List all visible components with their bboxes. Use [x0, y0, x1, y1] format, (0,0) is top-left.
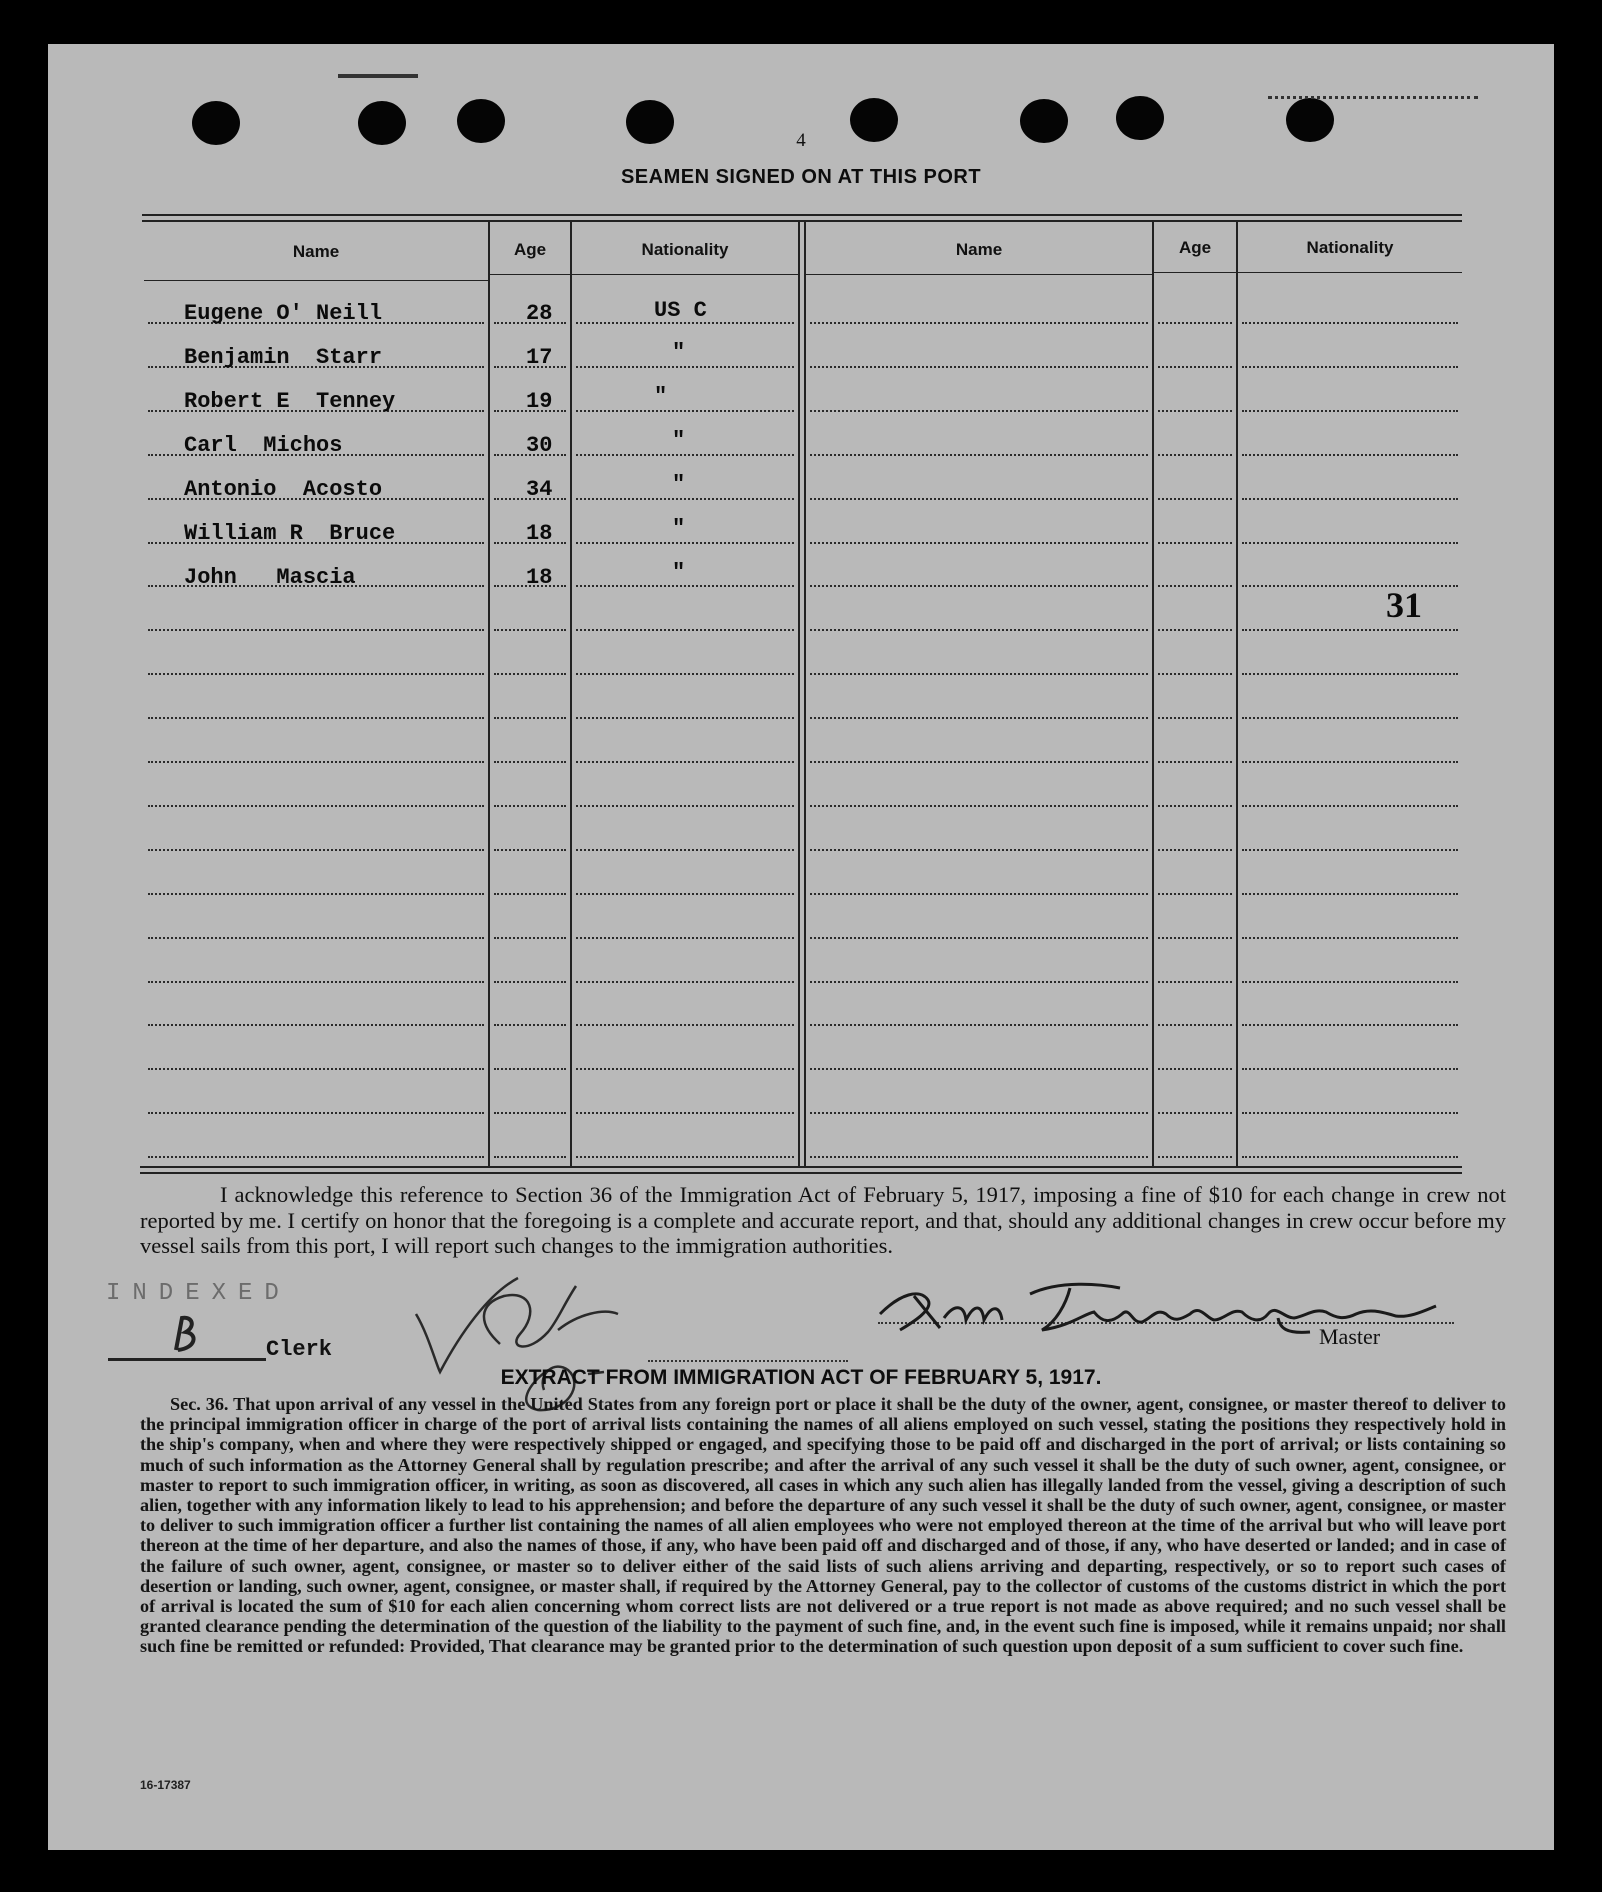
row-line — [1242, 805, 1458, 807]
row-line — [494, 1068, 566, 1070]
row-line — [148, 805, 484, 807]
crew-nationality: US C — [654, 298, 707, 323]
row-line — [1158, 761, 1232, 763]
row-line — [1242, 585, 1458, 587]
table-top-rule — [142, 214, 1462, 216]
form-code: 16-17387 — [140, 1778, 191, 1792]
row-line — [1242, 1156, 1458, 1158]
row-line — [576, 673, 794, 675]
row-line — [1158, 981, 1232, 983]
row-line — [576, 981, 794, 983]
row-line — [1242, 1068, 1458, 1070]
row-line — [810, 673, 1148, 675]
form-title: SEAMEN SIGNED ON AT THIS PORT — [620, 166, 982, 188]
row-line — [1242, 498, 1458, 500]
row-line — [148, 761, 484, 763]
row-line — [576, 454, 794, 456]
header-underline — [572, 274, 798, 275]
crew-age: 18 — [526, 521, 553, 546]
row-line — [1158, 498, 1232, 500]
row-line — [810, 1156, 1148, 1158]
crew-nationality: " — [672, 560, 686, 585]
row-line — [576, 629, 794, 631]
column-divider — [488, 222, 490, 1166]
row-line — [1242, 761, 1458, 763]
row-line — [810, 322, 1148, 324]
row-line — [494, 893, 566, 895]
row-line — [576, 937, 794, 939]
row-line — [494, 805, 566, 807]
row-line — [1158, 717, 1232, 719]
statute-text: Sec. 36. That upon arrival of any vessel in the United States from any foreign port or place it shall be the duty of the owner, agent, consignee, or master thereof to deliver to the principal immigration officer in charge of the port of arrival lists containing the names of all aliens employed on such vessel, stating the positions they respectively hold in the ship's company, when and where they were respectively shipped or engaged, and specifying those to be paid off and discharged in the port of arrival; or lists containing so much of such information as the Attorney General shall by regulation prescribe; and after the arrival of any such vessel it shall be the duty of such owner, agent, consignee, or master to report to such immigration officer, in writing, as soon as discovered, all cases in which any such alien has illegally landed from the vessel, giving a description of such alien, together with any information likely to lead to his apprehension; and before the departure of any such vessel it shall be the duty of such owner, agent, consignee, or master to deliver to such immigration officer a further list containing the names of all alien employees who were not employed thereon at the time of the arrival but who will leave port thereon at the time of her departure, and also the names of those, if any, who have been paid off and discharged and of those, if any, who have deserted or landed; and in case of the failure of such owner, agent, consignee, or master so to deliver either of the said lists of such aliens arriving and departing, respectively, or so to report such cases of desertion or landing, such owner, agent, consignee, or master shall, if required by the Attorney General, pay to the collector of customs of the customs district in which the port of arrival is located the sum of $10 for each alien concerning whom correct lists are not delivered or a true report is not made as above required; and no such vessel shall be granted clearance pending the determination of the question of the liability to the payment of such fine, and, in the event such fine is imposed, while it remains unpaid; nor shall such fine be remitted or refunded: Provided, That clearance may be granted prior to the determination of such question upon deposit of a sum sufficient to cover such fine. — [140, 1394, 1506, 1657]
crew-name: Robert E Tenney — [184, 389, 396, 414]
row-line — [494, 761, 566, 763]
row-line — [494, 1156, 566, 1158]
row-line — [148, 629, 484, 631]
row-line — [576, 366, 794, 368]
row-line — [494, 849, 566, 851]
row-line — [1158, 585, 1232, 587]
row-line — [810, 454, 1148, 456]
row-line — [810, 893, 1148, 895]
row-line — [1158, 1068, 1232, 1070]
row-line — [576, 1112, 794, 1114]
row-line — [494, 717, 566, 719]
acknowledgment-paragraph — [140, 1182, 1506, 1259]
crew-name: John Mascia — [184, 565, 356, 590]
row-line — [1158, 673, 1232, 675]
crew-name: Benjamin Starr — [184, 345, 383, 370]
row-line — [1242, 366, 1458, 368]
row-line — [810, 542, 1148, 544]
column-divider — [1236, 222, 1238, 1166]
crew-nationality: " — [672, 516, 686, 541]
row-line — [148, 717, 484, 719]
row-line — [148, 849, 484, 851]
manifest-page — [48, 44, 1554, 1850]
row-line — [1242, 629, 1458, 631]
column-divider — [570, 222, 572, 1166]
row-line — [1158, 849, 1232, 851]
ink-smudge — [338, 74, 418, 78]
page-number: 4 — [796, 130, 806, 151]
row-line — [148, 1112, 484, 1114]
row-line — [148, 673, 484, 675]
column-header-age: Age — [1178, 238, 1212, 257]
row-line — [810, 761, 1148, 763]
row-line — [810, 937, 1148, 939]
acknowledgment-text: I acknowledge this reference to Section 36 of the Immigration Act of February 5, 1917, imposing a fine of $10 for each change in crew not reported by me. I certify on honor that the foregoing is a complete and accurate report, and that, should any additional changes in crew occur before my vessel sails from this port, I will report such changes to the immigration authorities. — [140, 1182, 1506, 1258]
row-line — [1158, 1024, 1232, 1026]
column-header-age: Age — [513, 240, 547, 259]
indexed-stamp: INDEXED — [106, 1280, 291, 1307]
row-line — [1242, 849, 1458, 851]
crew-nationality: " — [672, 472, 686, 497]
row-line — [494, 1112, 566, 1114]
row-line — [576, 1024, 794, 1026]
crew-name: Carl Michos — [184, 433, 343, 458]
table-top-rule — [142, 220, 1462, 222]
row-line — [148, 1156, 484, 1158]
crew-name: Antonio Acosto — [184, 477, 383, 502]
row-line — [1242, 1024, 1458, 1026]
column-divider — [1152, 222, 1154, 1166]
row-line — [810, 981, 1148, 983]
row-line — [576, 542, 794, 544]
row-line — [576, 805, 794, 807]
column-header-name: Name — [955, 240, 1003, 259]
row-line — [1242, 542, 1458, 544]
row-line — [1242, 322, 1458, 324]
row-line — [148, 937, 484, 939]
crew-age: 30 — [526, 433, 553, 458]
row-line — [1242, 717, 1458, 719]
row-line — [148, 981, 484, 983]
row-line — [810, 849, 1148, 851]
row-line — [810, 1024, 1148, 1026]
crew-name: William R Bruce — [184, 521, 396, 546]
row-line — [1242, 937, 1458, 939]
margin-total-number: 31 — [1386, 585, 1422, 625]
row-line — [576, 1068, 794, 1070]
row-line — [494, 981, 566, 983]
column-divider — [798, 222, 800, 1166]
row-line — [576, 893, 794, 895]
header-underline — [490, 274, 570, 275]
row-line — [1242, 1112, 1458, 1114]
master-label: Master — [1319, 1324, 1381, 1349]
row-line — [810, 805, 1148, 807]
crew-age: 19 — [526, 389, 553, 414]
signature-line — [648, 1360, 848, 1362]
row-line — [576, 761, 794, 763]
row-line — [576, 585, 794, 587]
row-line — [1158, 1156, 1232, 1158]
row-line — [494, 673, 566, 675]
row-line — [494, 1024, 566, 1026]
crew-nationality: " — [672, 428, 686, 453]
row-line — [1242, 454, 1458, 456]
crew-nationality: " — [672, 340, 686, 365]
crew-age: 17 — [526, 345, 553, 370]
row-line — [1242, 410, 1458, 412]
row-line — [810, 585, 1148, 587]
row-line — [1158, 366, 1232, 368]
header-underline — [1238, 272, 1462, 273]
table-bottom-rule — [140, 1166, 1462, 1168]
row-line — [1158, 629, 1232, 631]
row-line — [1242, 981, 1458, 983]
crew-age: 18 — [526, 565, 553, 590]
row-line — [1158, 454, 1232, 456]
column-header-nationality: Nationality — [641, 240, 729, 259]
crew-nationality: " — [654, 384, 668, 409]
header-underline — [1154, 272, 1236, 273]
clerk-label: Clerk — [266, 1337, 333, 1362]
row-line — [1158, 805, 1232, 807]
row-line — [576, 717, 794, 719]
crew-age: 34 — [526, 477, 553, 502]
crew-age: 28 — [526, 301, 553, 326]
row-line — [576, 410, 794, 412]
row-line — [576, 1156, 794, 1158]
row-line — [810, 629, 1148, 631]
row-line — [810, 1112, 1148, 1114]
row-line — [494, 629, 566, 631]
row-line — [1158, 542, 1232, 544]
clerk-line — [108, 1358, 266, 1361]
row-line — [1158, 1112, 1232, 1114]
row-line — [1242, 673, 1458, 675]
row-line — [494, 937, 566, 939]
row-line — [576, 498, 794, 500]
header-underline — [144, 280, 488, 281]
row-line — [1158, 410, 1232, 412]
row-line — [148, 1024, 484, 1026]
statute-paragraph — [140, 1394, 1506, 1657]
row-line — [810, 410, 1148, 412]
row-line — [1158, 322, 1232, 324]
row-line — [148, 893, 484, 895]
row-line — [148, 1068, 484, 1070]
row-line — [1242, 893, 1458, 895]
header-underline — [806, 274, 1152, 275]
extract-title: EXTRACT FROM IMMIGRATION ACT OF FEBRUARY 5, 1917. — [500, 1366, 1102, 1389]
column-header-name: Name — [292, 242, 340, 261]
column-header-nationality: Nationality — [1306, 238, 1394, 257]
row-line — [810, 717, 1148, 719]
row-line — [576, 849, 794, 851]
row-line — [810, 1068, 1148, 1070]
crew-name: Eugene O' Neill — [184, 301, 383, 326]
table-bottom-rule — [140, 1172, 1462, 1174]
row-line — [810, 498, 1148, 500]
inspector-initials-mark — [408, 1274, 688, 1414]
ink-smudge — [1268, 96, 1478, 102]
row-line — [810, 366, 1148, 368]
column-divider — [804, 222, 806, 1166]
row-line — [1158, 893, 1232, 895]
row-line — [1158, 937, 1232, 939]
clerk-initial-mark — [166, 1312, 206, 1356]
